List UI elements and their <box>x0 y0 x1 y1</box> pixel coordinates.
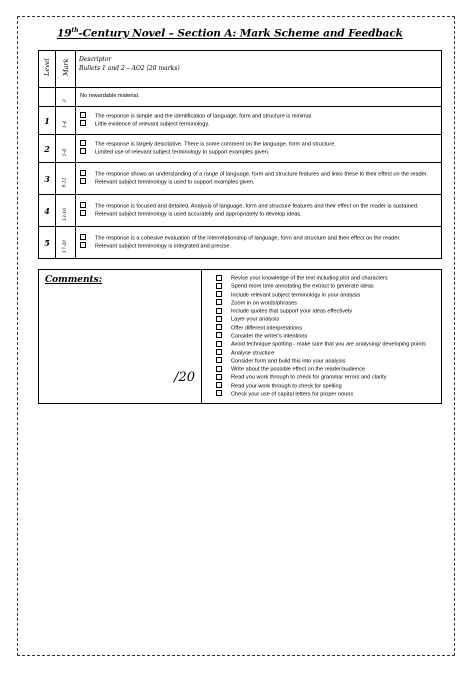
checkbox-icon[interactable] <box>80 148 86 154</box>
descriptor-header <box>76 51 442 88</box>
descriptor-cell <box>76 195 442 227</box>
checkbox-icon[interactable] <box>216 366 222 372</box>
table-row <box>39 107 442 135</box>
mark-cell: 9-12 <box>56 163 76 195</box>
descriptor-bullet: The response shows an understanding of a range of language, form and structure features and links these to their effect on the reader. <box>80 171 437 179</box>
checkbox-icon[interactable] <box>216 316 222 322</box>
checkbox-icon[interactable] <box>216 275 222 281</box>
feedback-item[interactable]: Write about the possible effect on the reader/audience <box>216 366 436 374</box>
feedback-item[interactable]: Read your work through to check for spelling <box>216 383 436 391</box>
checkbox-icon[interactable] <box>216 382 222 388</box>
level-cell <box>39 88 56 107</box>
mark-cell: 17-20 <box>56 227 76 259</box>
descriptor-bullet: Little evidence of relevant subject terminology. <box>80 121 437 129</box>
checkbox-icon[interactable] <box>80 112 86 118</box>
level-cell: 3 <box>39 163 56 195</box>
table-row <box>39 88 442 107</box>
mark-cell: 5-8 <box>56 135 76 163</box>
descriptor-bullet: The response is largely descriptive. There is some comment on the language, form and structure. <box>80 141 437 149</box>
checkbox-icon[interactable] <box>216 283 222 289</box>
level-cell: 1 <box>39 107 56 135</box>
descriptor-bullet: Limited use of relevant subject terminology to support examples given. <box>80 149 437 157</box>
comments-box <box>38 269 442 404</box>
descriptor-bullet: The response is focused and detailed. Analysis of language, form and structure features and their effect on the reader is sustained. <box>80 203 437 211</box>
checkbox-icon[interactable] <box>80 178 86 184</box>
descriptor-bullet: The response is simple and the identification of language, form and structure is minimal. <box>80 113 437 121</box>
level-cell: 5 <box>39 227 56 259</box>
feedback-item[interactable]: Offer different interpretations <box>216 325 436 333</box>
descriptor-bullet: Relevant subject terminology is integrated and precise. <box>80 243 437 251</box>
feedback-item[interactable]: Read you work through to check for grammar errors and clarity <box>216 374 436 382</box>
table-row <box>39 195 442 227</box>
descriptor-bullet: The response is a cohesive evaluation of the interrelationship of language, form and structure and their effect on the reader. <box>80 235 437 243</box>
feedback-item[interactable]: Check your use of capital letters for proper nouns <box>216 391 436 399</box>
checkbox-icon[interactable] <box>216 299 222 305</box>
feedback-item[interactable]: Spend more time annotating the extract to generate ideas <box>216 283 436 291</box>
checkbox-icon[interactable] <box>216 308 222 314</box>
score-field[interactable]: /20 <box>174 370 195 385</box>
table-header-row <box>39 51 442 88</box>
table-row <box>39 163 442 195</box>
mark-scheme-table <box>38 50 442 259</box>
checkbox-icon[interactable] <box>216 324 222 330</box>
mark-cell: 13-16 <box>56 195 76 227</box>
table-row <box>39 227 442 259</box>
descriptor-cell <box>76 107 442 135</box>
checkbox-icon[interactable] <box>80 170 86 176</box>
feedback-item[interactable]: Zoom in on words/phrases <box>216 300 436 308</box>
checkbox-icon[interactable] <box>80 242 86 248</box>
table-row <box>39 135 442 163</box>
checkbox-icon[interactable] <box>216 341 222 347</box>
checkbox-icon[interactable] <box>80 202 86 208</box>
descriptor-subheading: Bullets 1 and 2 – AO2 (20 marks) <box>79 65 180 72</box>
level-cell: 4 <box>39 195 56 227</box>
mark-cell: 0 <box>56 88 76 107</box>
mark-column-header: Mark <box>61 58 70 76</box>
descriptor-heading: Descriptor <box>79 56 112 63</box>
checkbox-icon[interactable] <box>80 234 86 240</box>
checkbox-icon[interactable] <box>216 349 222 355</box>
feedback-item[interactable]: Include relevant subject terminology in your analysis <box>216 292 436 300</box>
page-title: 19th-Century Novel – Section A: Mark Scheme and Feedback <box>57 27 403 40</box>
feedback-checklist <box>202 270 441 403</box>
feedback-item[interactable]: Analyse structure <box>216 350 436 358</box>
feedback-item[interactable]: Consider form and build this into your analysis <box>216 358 436 366</box>
descriptor-text: No rewardable material. <box>80 93 140 100</box>
descriptor-cell <box>76 135 442 163</box>
comments-area[interactable] <box>39 270 202 403</box>
descriptor-cell <box>76 227 442 259</box>
checkbox-icon[interactable] <box>80 120 86 126</box>
feedback-item[interactable]: Include quotes that support your ideas effectively <box>216 308 436 316</box>
feedback-item[interactable]: Revise your knowledge of the text including plot and characters <box>216 275 436 283</box>
feedback-item[interactable]: Avoid technique spotting - make sure that you are analysing/ developing points <box>216 341 436 349</box>
level-cell: 2 <box>39 135 56 163</box>
feedback-item[interactable]: Layer your analysis <box>216 316 436 324</box>
descriptor-cell <box>76 88 442 107</box>
checkbox-icon[interactable] <box>216 291 222 297</box>
checkbox-icon[interactable] <box>216 390 222 396</box>
checkbox-icon[interactable] <box>80 210 86 216</box>
descriptor-bullet: Relevant subject terminology is used accurately and appropriately to develop ideas. <box>80 211 437 219</box>
comments-title: Comments: <box>45 275 103 285</box>
descriptor-cell <box>76 163 442 195</box>
checkbox-icon[interactable] <box>80 140 86 146</box>
descriptor-bullet: Relevant subject terminology is used to support examples given. <box>80 179 437 187</box>
mark-cell: 1-4 <box>56 107 76 135</box>
checkbox-icon[interactable] <box>216 332 222 338</box>
feedback-item[interactable]: Consider the writer's intentions <box>216 333 436 341</box>
level-column-header: Level <box>43 58 51 76</box>
checkbox-icon[interactable] <box>216 357 222 363</box>
checkbox-icon[interactable] <box>216 374 222 380</box>
